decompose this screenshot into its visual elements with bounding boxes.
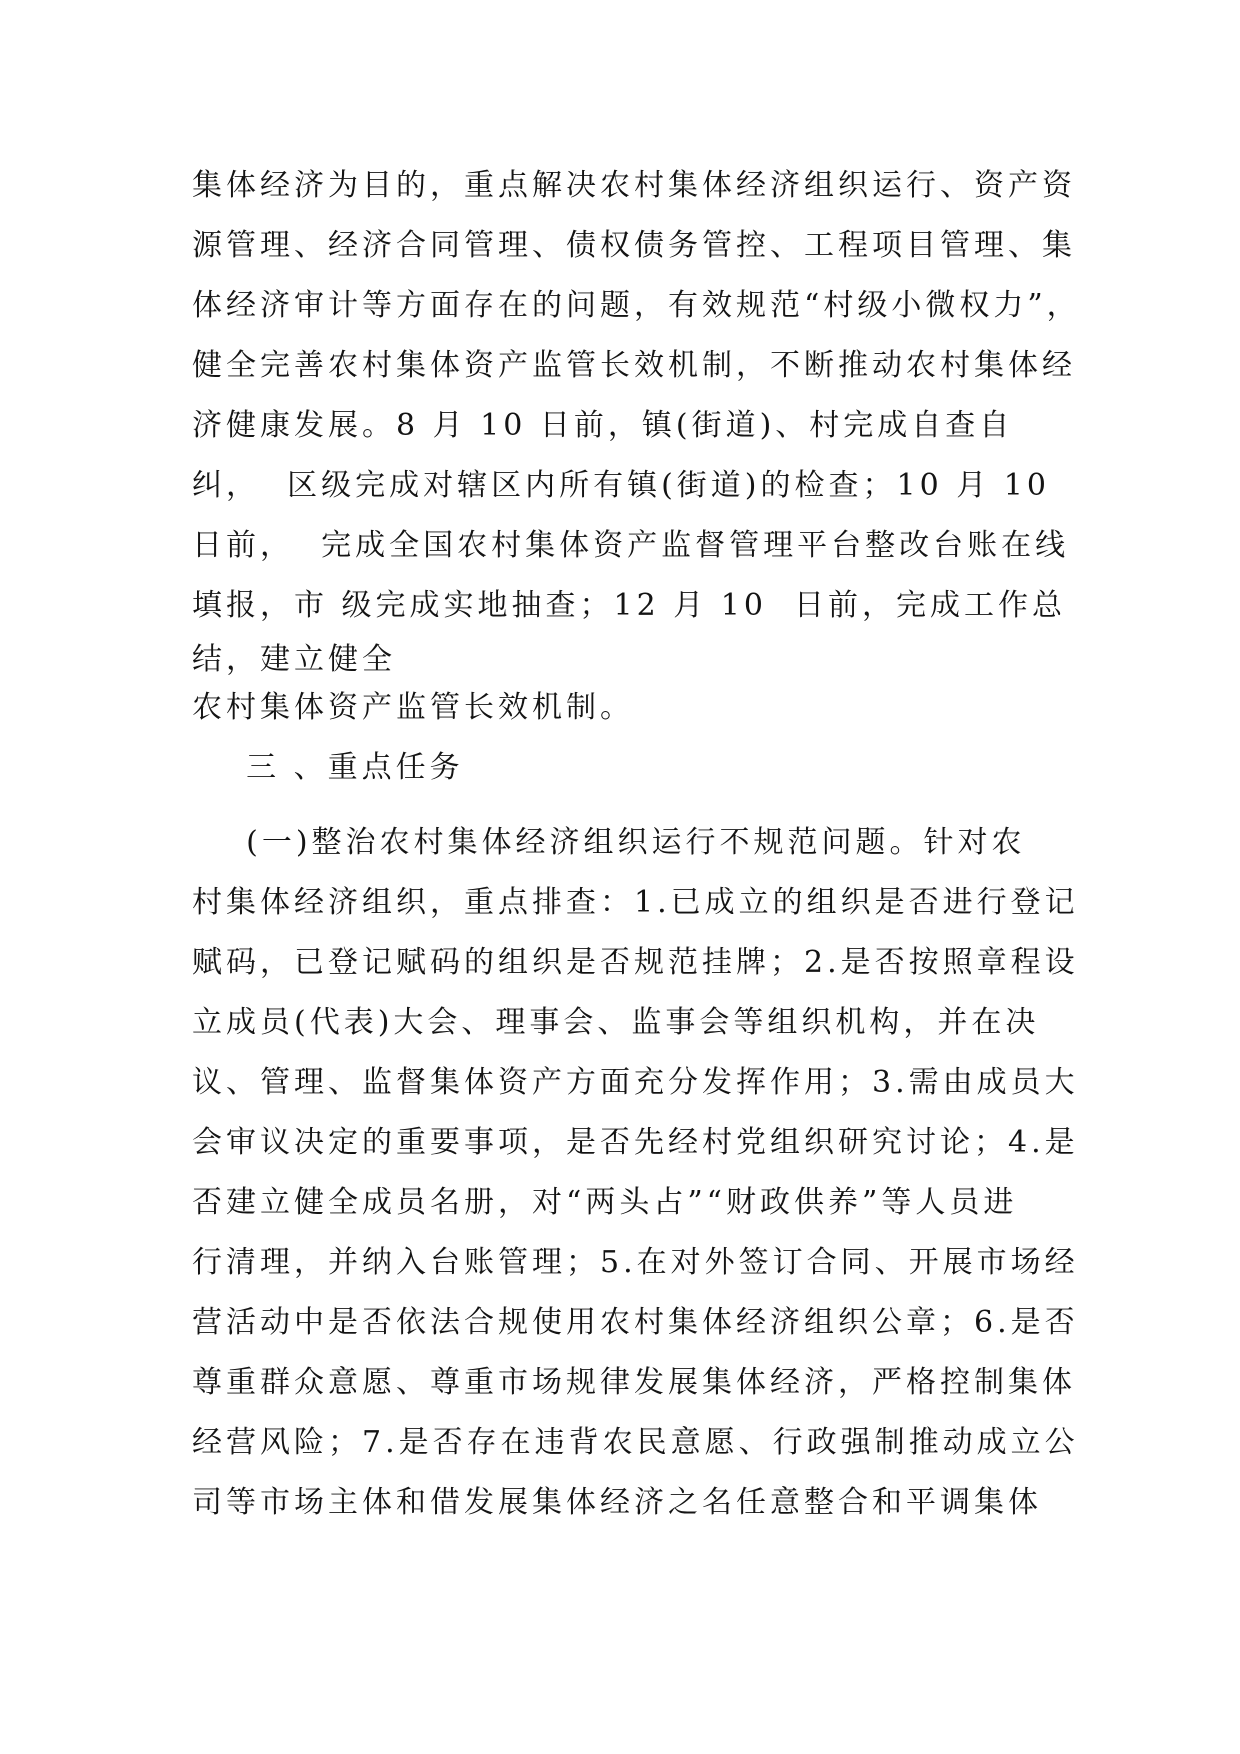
text-line-4: 健全完善农村集体资产监管长效机制，不断推动农村集体经: [192, 348, 1076, 383]
section-heading: 三 、重点任务: [192, 750, 464, 785]
text-line-13: 村集体经济组织，重点排查：1.已成立的组织是否进行登记: [192, 885, 1079, 920]
text-line-20: 营活动中是否依法合规使用农村集体经济组织公章；6.是否: [192, 1305, 1079, 1340]
text-line-8: 填报，市 级完成实地抽查；12 月 10 日前，完成工作总: [192, 588, 1067, 623]
text-line-10: 农村集体资产监管长效机制。: [192, 690, 634, 725]
text-line-5: 济健康发展。8 月 10 日前，镇(街道)、村完成自查自: [192, 408, 1014, 443]
text-line-2: 源管理、经济合同管理、债权债务管控、工程项目管理、集: [192, 228, 1076, 263]
text-line-19: 行清理，并纳入台账管理；5.在对外签订合同、开展市场经: [192, 1245, 1079, 1280]
subsection-heading: (一)整治农村集体经济组织运行不规范问题。针对农: [192, 825, 1026, 860]
text-line-22: 经营风险；7.是否存在违背农民意愿、行政强制推动成立公: [192, 1425, 1079, 1460]
text-line-14: 赋码，已登记赋码的组织是否规范挂牌；2.是否按照章程设: [192, 945, 1079, 980]
text-line-6: 纠， 区级完成对辖区内所有镇(街道)的检查；10 月 10: [192, 468, 1050, 503]
text-line-9: 结，建立健全: [192, 642, 396, 677]
text-line-1: 集体经济为目的，重点解决农村集体经济组织运行、资产资: [192, 168, 1076, 203]
text-line-21: 尊重群众意愿、尊重市场规律发展集体经济，严格控制集体: [192, 1365, 1076, 1400]
text-line-15: 立成员(代表)大会、理事会、监事会等组织机构，并在决: [192, 1005, 1040, 1040]
text-line-3: 体经济审计等方面存在的问题，有效规范“村级小微权力”，: [192, 288, 1081, 323]
text-line-7: 日前， 完成全国农村集体资产监督管理平台整改台账在线: [192, 528, 1070, 563]
text-line-23: 司等市场主体和借发展集体经济之名任意整合和平调集体: [192, 1485, 1042, 1520]
text-line-18: 否建立健全成员名册，对“两头占”“财政供养”等人员进: [192, 1185, 1018, 1220]
text-line-16: 议、管理、监督集体资产方面充分发挥作用；3.需由成员大: [192, 1065, 1079, 1100]
text-line-17: 会审议决定的重要事项，是否先经村党组织研究讨论；4.是: [192, 1125, 1079, 1160]
